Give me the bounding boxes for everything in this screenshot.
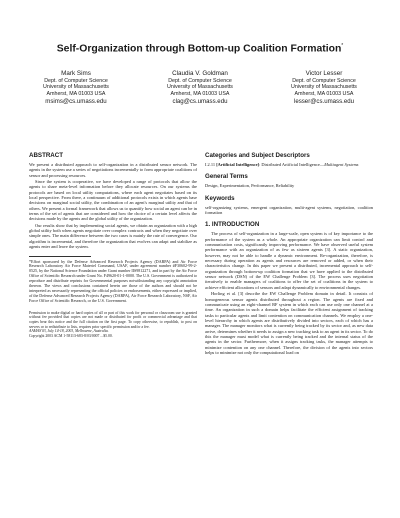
author-email: lesser@cs.umass.edu xyxy=(293,98,355,106)
permission-notice: Permission to make digital or hard copies of all or part of this work for personal or classroom use is granted without fee provided that copies are not made or distributed for profit or commercial advantage and that copies bear this notice and the full citation on the first page. To copy otherwise, to republish, to post on servers or to redistribute to lists, requires prior specific permission and/or a fee. xyxy=(29,310,197,329)
category-entry xyxy=(205,162,373,167)
intro-paragraph-2: Horling et al. [3] describe the EW Challenge Problem domain in detail. It consists of homogeneous sensor agents distributed throughout a region. The agents are fixed and communicate using an eight-channel RF system in which each can use only one channel at a time. An organization in such a domain helps facilitate the efficient assignment of tracking tasks to particular agents and limit contention on communication channels. We employ a one-level hierarchy in which agents are distributively divided into sectors, each of which has a manager. The manager monitors what is currently being tracked by its sector and, as new data arrive, determines whether it needs to assign a new tracking task to an agent in its sector. To do this the manager must model what is currently being tracked and the internal status of the agents in the sector. Furthermore, when it assigns tracking tasks, the manager attempts to minimize contention on any one channel. Therefore, the division of the agents into sectors helps to minimize not only the computational load on xyxy=(205,291,373,355)
title-text: Self-Organization through Bottom-up Coalition Formation xyxy=(56,43,342,55)
author-city: Amherst, MA 01003 USA xyxy=(294,90,354,97)
author-dept: Dept. of Computer Science xyxy=(44,78,108,84)
categories-heading: Categories and Subject Descriptors xyxy=(205,152,310,159)
author-3 xyxy=(266,70,382,107)
copyright-block xyxy=(29,311,197,339)
introduction-heading: 1. INTRODUCTION xyxy=(205,221,260,229)
left-column xyxy=(29,152,197,339)
category-rest: : Distributed Artificial Intelligence— xyxy=(259,162,325,167)
paper-title xyxy=(20,40,380,55)
author-univ: University of Massachusetts xyxy=(167,84,233,91)
author-email: msims@cs.umass.edu xyxy=(45,98,107,106)
category-code: I.2.11 xyxy=(205,162,216,167)
author-block xyxy=(18,70,382,107)
author-city: Amherst, MA 01003 USA xyxy=(46,90,106,97)
category-label: [Artificial Intelligence] xyxy=(216,162,259,167)
author-city: Amherst, MA 01003 USA xyxy=(170,90,230,97)
author-dept: Dept. of Computer Science xyxy=(292,78,356,84)
abstract-paragraph-1: We present a distributed approach to self-organization in a distributed sensor network. The agents in the system use a series of negotiations incrementally to form appropriate coalitions of sensor and processing resources. xyxy=(29,162,197,178)
keywords: self-organizing systems, emergent organization, multi-agent systems, negotiation, coalition formation xyxy=(205,204,373,216)
abstract-paragraph-2: Since the system is cooperative, we have developed a range of protocols that allow the agents to share meta-level information before they allocate resources. On our systems the protocols are based on local utility computations, where each agent negotiates based on its local perspective. From there, a continuum of additional protocols exists in which agents base decisions on marginal social utility, the combination of an agent's marginal utility and that of others. We present a formal framework that allows us to quantify how social an agent can be in terms of the set of agents that are considered and how the choice of a certain level affects the decisions made by the agents and the global utility of the organization. xyxy=(29,179,197,222)
author-2 xyxy=(142,70,258,107)
general-terms-heading: General Terms xyxy=(205,173,248,181)
abstract-paragraph-3: Our results show that by implementing social agents, we obtain an organization with a high global utility both when agents negotiate over complex contracts and when they negotiate over simple ones. The main difference between the two cases is mainly the rate of convergence. Our algorithm is incremental, and therefore the organization that evolves can adapt and stabilize as agents enter and leave the system. xyxy=(29,222,197,250)
footnote-rule xyxy=(29,256,91,257)
venue-line: AAMAS'03, July 14-18, 2003, Melbourne, Australia. xyxy=(29,329,109,334)
funding-footnote: *Effort sponsored by the Defense Advanced Research Projects Agency (DARPA) and Air Force Research Laboratory Air Force Materiel Command, USAF, under agreement number #F30602-99-2-0525, by the National Science Foundation under Grant number IIS9812271, and in part by the Air Force Office of Scientific Research under Grant No. F49620-01-1-0000. The U.S. Government is authorized to reproduce and distribute reprints for Governmental purposes notwithstanding any copyright annotation thereon. The views and conclusions contained herein are those of the authors and should not be interpreted as necessarily representing the official policies or endorsements, either expressed or implied, of the Defense Advanced Research Projects Agency (DARPA), Air Force Research Laboratory, NSF, Air Force Office of Scientific Research, or the U.S. Government. xyxy=(29,258,197,303)
title-footnote-mark: * xyxy=(341,43,344,49)
author-name: Claudia V. Goldman xyxy=(172,70,228,77)
general-terms: Design, Experimentation, Performance, Reliability xyxy=(205,183,295,189)
author-email: clag@cs.umass.edu xyxy=(172,98,228,106)
copyright-line: Copyright 2003 ACM 1-58113-683-8/03/0007 ...$5.00. xyxy=(29,334,113,339)
author-dept: Dept. of Computer Science xyxy=(168,78,232,84)
author-name: Mark Sims xyxy=(61,70,91,77)
author-name: Victor Lesser xyxy=(305,70,343,77)
right-column xyxy=(205,152,373,356)
intro-paragraph-1: The process of self-organization in a large-scale, open system is of key importance to the performance of the system as a whole. An appropriate organization can limit control and communication costs, significantly improving performance. We have observed useful system performance with an organization of as few as sixteen agents [3]. A static organization, however, may not be able to handle a dynamic environment. Re-organization, therefore, is necessary during operation as agents and resources are removed or added, or when their characteristics change. In this paper we present a distributed, incremental approach to self-organization through bottom-up coalition formation that we have applied to the distributed sensor network (DSN) of the EW Challenge Problem [3]. The process uses negotiation iteratively to enable managers of coalitions to offer the set of coalitions in the system to achieve efficient allocations of sensors and adapt dynamically to environmental changes. xyxy=(205,231,373,290)
author-univ: University of Massachusetts xyxy=(43,84,109,91)
abstract-heading: ABSTRACT xyxy=(29,152,64,159)
category-subject: Multiagent Systems xyxy=(324,162,359,167)
keywords-heading: Keywords xyxy=(205,194,235,202)
author-univ: University of Massachusetts xyxy=(291,84,357,91)
author-1 xyxy=(18,70,134,107)
